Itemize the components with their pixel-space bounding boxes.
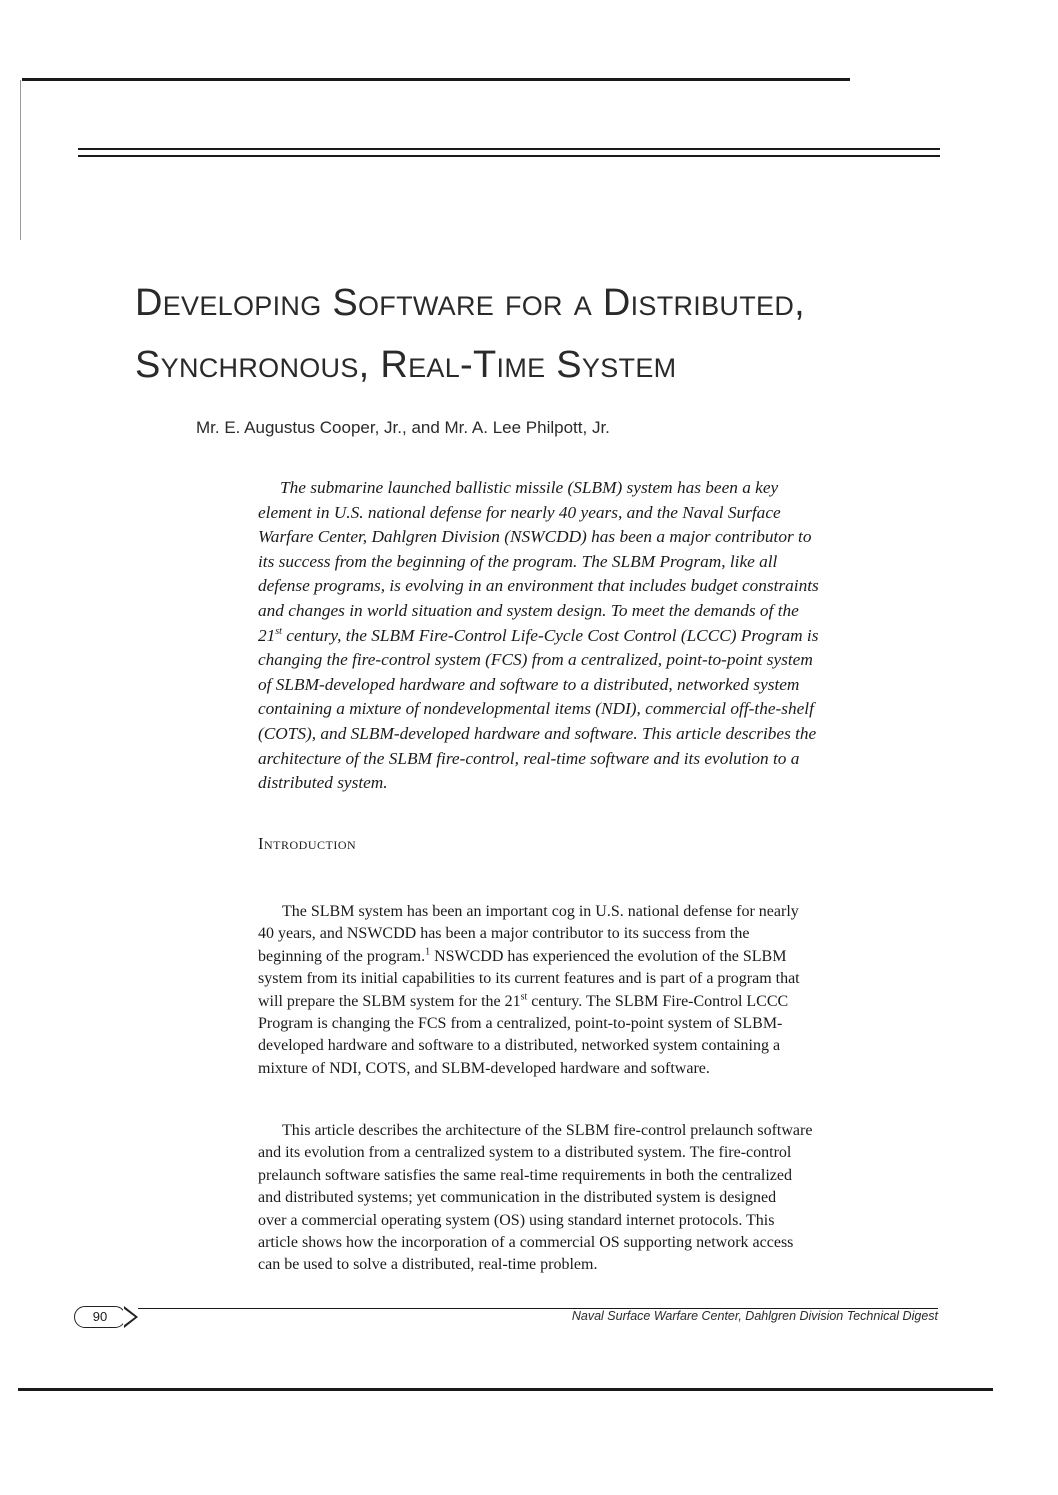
paragraph-line: beginning of the program.$^1$ NSWCDD has experienced the evolution of the SLBM (258, 946, 787, 965)
paragraph-line: system from its initial capabilities to its current features and is part of a program that (258, 970, 800, 988)
paragraph-line: and its evolution from a centralized system to a distributed system. The fire-control (258, 1144, 792, 1162)
paragraph-line: article shows how the incorporation of a commercial OS supporting network access (258, 1234, 794, 1252)
abstract-line: of SLBM-developed hardware and software to a distributed, networked system (258, 674, 800, 694)
abstract-line: (COTS), and SLBM-developed hardware and software. This article describes the (258, 723, 817, 743)
authors: Mr. E. Augustus Cooper, Jr., and Mr. A. Lee Philpott, Jr. (196, 418, 610, 437)
bottom-edge-rule (18, 1388, 993, 1391)
paragraph-line: Program is changing the FCS from a centralized, point-to-point system of SLBM- (258, 1015, 783, 1033)
abstract-line: The submarine launched ballistic missile (SLBM) system has been a key (280, 478, 779, 497)
abstract (258, 476, 888, 796)
paragraph-line: mixture of NDI, COTS, and SLBM-developed hardware and software. (258, 1059, 710, 1077)
paragraph-line: and distributed systems; yet communication in the distributed system is designed (258, 1189, 777, 1207)
top-rule (22, 78, 850, 81)
section-heading-introduction: Introduction (258, 834, 357, 853)
article-title (135, 272, 935, 396)
page-number-arrow (124, 1306, 138, 1328)
abstract-line: architecture of the SLBM fire-control, real-time software and its evolution to a (258, 748, 800, 768)
paragraph-line: over a commercial operating system (OS) using standard internet protocols. This (258, 1211, 775, 1229)
abstract-line: changing the fire-control system (FCS) from a centralized, point-to-point system (258, 650, 813, 670)
intro-paragraph-2 (258, 1120, 888, 1277)
paragraph-line: 40 years, and NSWCDD has been a major contributor to its success from the (258, 925, 750, 943)
abstract-line: its success from the beginning of the program. The SLBM Program, like all (258, 551, 778, 571)
header-double-rule-bottom (78, 155, 940, 157)
abstract-line: containing a mixture of nondevelopmental items (NDI), commercial off-the-shelf (258, 699, 814, 719)
paragraph-line: will prepare the SLBM system for the 21st century. The SLBM Fire-Control LCCC (258, 991, 789, 1010)
paragraph-line: developed hardware and software to a distributed, networked system containing a (258, 1037, 781, 1055)
paragraph-line: The SLBM system has been an important cog in U.S. national defense for nearly (282, 903, 799, 920)
abstract-line: distributed system. (258, 773, 388, 793)
abstract-line: and changes in world situation and system design. To meet the demands of the (258, 600, 799, 620)
abstract-line: Warfare Center, Dahlgren Division (NSWCDD) has been a major contributor to (258, 527, 812, 547)
abstract-line: 21st century, the SLBM Fire-Control Life-Cycle Cost Control (LCCC) Program is (258, 625, 819, 645)
left-margin-mark (20, 80, 21, 240)
title-line-1: Developing Software for a Distributed, (135, 282, 805, 324)
title-line-2: Synchronous, Real-Time System (135, 344, 677, 386)
abstract-line: defense programs, is evolving in an environment that includes budget constraints (258, 576, 819, 596)
abstract-line: element in U.S. national defense for nearly 40 years, and the Naval Surface (258, 502, 781, 522)
paragraph-line: This article describes the architecture of the SLBM fire-control prelaunch software (282, 1122, 813, 1139)
paragraph-line: can be used to solve a distributed, real-time problem. (258, 1256, 598, 1274)
page-number: 90 (74, 1306, 126, 1328)
intro-paragraph-1 (258, 901, 888, 1080)
paragraph-line: prelaunch software satisfies the same real-time requirements in both the centralized (258, 1166, 793, 1184)
header-double-rule-top (78, 148, 940, 150)
footer-publication: Naval Surface Warfare Center, Dahlgren Division Technical Digest (571, 1309, 938, 1323)
